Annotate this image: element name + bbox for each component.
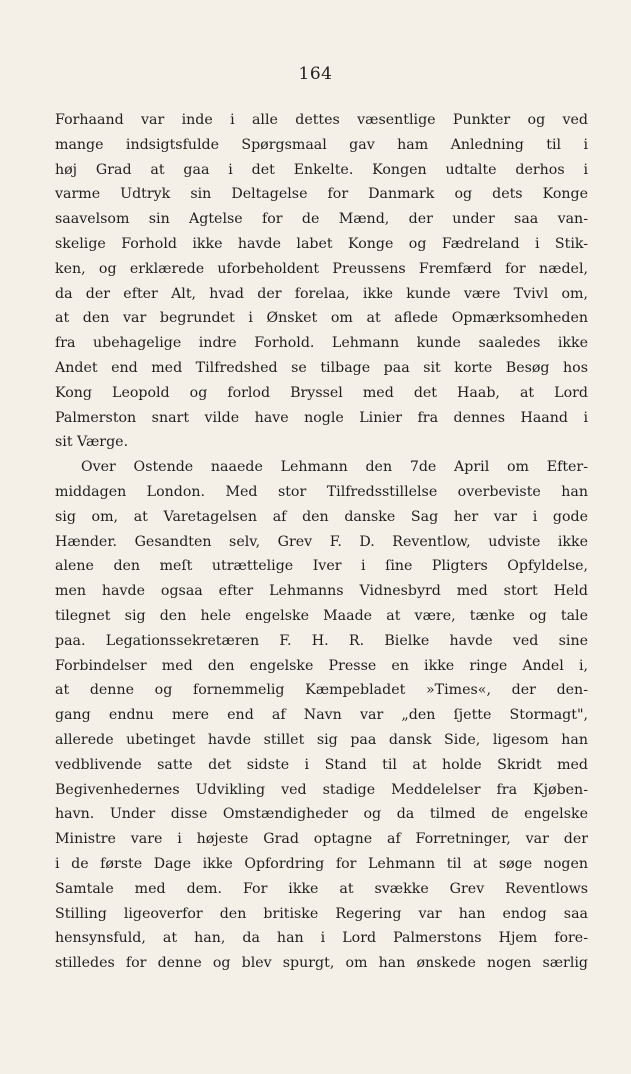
text-line: Andet end med Tilfredshed se tilbage paa sit korte Besøg hos <box>55 359 588 376</box>
text-line: at denne og fornemmelig Kæmpebladet »Times«, der den- <box>55 682 588 699</box>
text-line: Ministre vare i højeste Grad optagne af Forretninger, var der <box>55 831 588 848</box>
text-line: at den var begrundet i Ønsket om at aflede Opmærksomheden <box>55 310 588 327</box>
text-line: varme Udtryk sin Deltagelse for Danmark og dets Konge <box>55 186 588 203</box>
text-line: Palmerston snart vilde have nogle Linier fra dennes Haand i <box>55 409 588 426</box>
text-line: havn. Under disse Omstændigheder og da tilmed de engelske <box>55 806 588 823</box>
text-line: alene den meſt utrættelige Iver i ſine Pligters Opfyldelse, <box>55 558 588 575</box>
text-line: Forbindelser med den engelske Presse en ikke ringe Andel i, <box>55 657 588 674</box>
text-line: Samtale med dem. For ikke at svække Grev Reventlows <box>55 880 588 897</box>
text-line: i de første Dage ikke Opfordring for Lehmann til at søge nogen <box>55 855 588 872</box>
text-line: saavelsom sin Agtelse for de Mænd, der under saa van- <box>55 211 588 228</box>
text-line: sig om, at Varetagelsen af den danske Sag her var i gode <box>55 508 588 525</box>
text-line: paa. Legationssekretæren F. H. R. Bielke havde ved sine <box>55 632 588 649</box>
text-line: men havde ogsaa efter Lehmanns Vidnesbyrd med stort Held <box>55 583 588 600</box>
text-line: gang endnu mere end af Navn var „den ſjette Stormagt", <box>55 707 588 724</box>
page-number: 164 <box>298 64 333 84</box>
text-line: Kong Leopold og forlod Bryssel med det Haab, at Lord <box>55 384 588 401</box>
text-line: ken, og erklærede uforbeholdent Preussens Fremfærd for nædel, <box>55 260 588 277</box>
text-line: Stilling ligeoverfor den britiske Regering var han endog saa <box>55 905 588 922</box>
text-line: Hænder. Gesandten selv, Grev F. D. Reventlow, udviste ikke <box>55 533 588 550</box>
text-line: høj Grad at gaa i det Enkelte. Kongen udtalte derhos i <box>55 161 588 178</box>
text-line: skelige Forhold ikke havde labet Konge og Fædreland i Stik- <box>55 235 588 252</box>
text-line: hensynsfuld, at han, da han i Lord Palmerstons Hjem fore- <box>55 930 588 947</box>
text-line: allerede ubetinget havde stillet sig paa dansk Side, ligesom han <box>55 731 588 748</box>
text-line: Forhaand var inde i alle dettes væsentlige Punkter og ved <box>55 112 588 128</box>
text-line: da der efter Alt, hvad der forelaa, ikke kunde være Tvivl om, <box>55 285 588 302</box>
text-line: mange indsigtsfulde Spørgsmaal gav ham Anledning til i <box>55 136 588 153</box>
text-line: fra ubehagelige indre Forhold. Lehmann kunde saaledes ikke <box>55 335 588 352</box>
text-line: Begivenhedernes Udvikling ved stadige Meddelelser fra Kjøben- <box>55 781 588 798</box>
paragraph-start-line: Over Ostende naaede Lehmann den 7de April om Efter- <box>81 459 588 476</box>
text-line: middagen London. Med stor Tilfredsstillelse overbeviste han <box>55 483 588 500</box>
text-line: vedblivende satte det sidste i Stand til at holde Skridt med <box>55 756 588 773</box>
body-text <box>55 108 588 976</box>
text-line: tilegnet sig den hele engelske Maade at være, tænke og tale <box>55 607 588 624</box>
text-line: stilledes for denne og blev spurgt, om han ønskede nogen særlig <box>55 955 588 972</box>
paragraph-end-line: sit Værge. <box>55 434 129 451</box>
